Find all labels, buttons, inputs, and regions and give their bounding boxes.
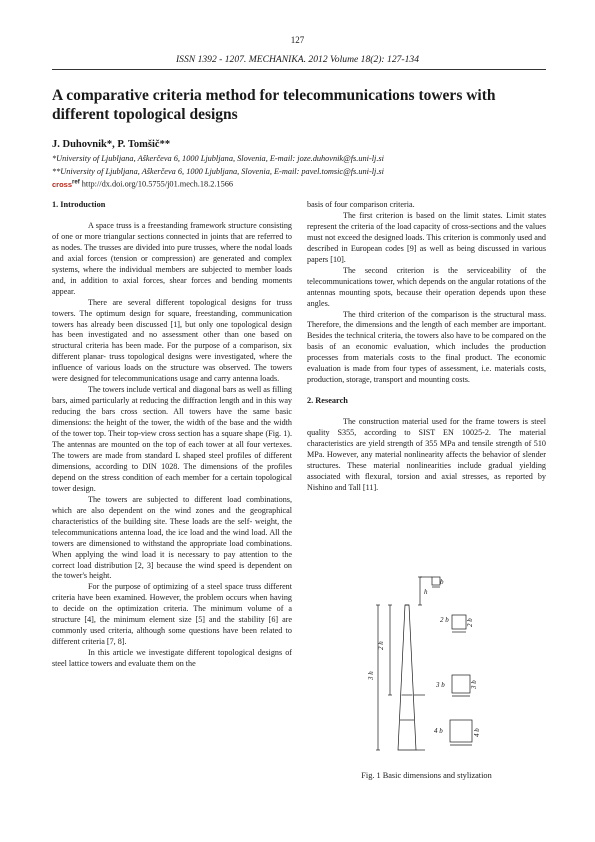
- paragraph-continuation: basis of four comparison criteria.: [307, 200, 415, 209]
- section-2b-square: [452, 615, 466, 629]
- label-b: b: [440, 578, 444, 586]
- paragraph: The construction material used for the frame towers is steel quality S355, according to SIST EN 10025-2. The material characteristics are yield strength of 355 MPa and tensile strength of 510 MPa. However, any material nonlinearity affects the behavior of slender structures. These material nonlinearities include gradual yielding associated with flexural, torsion and axial stresses, as reported by Nishino and Tall [11].: [307, 417, 546, 492]
- section-3b-square: [452, 675, 470, 693]
- doi-link[interactable]: http://dx.doi.org/10.5755/j01.mech.18.2.1566: [81, 179, 234, 189]
- section-1-heading: 1. Introduction: [52, 200, 106, 209]
- paragraph: The second criterion is the serviceability of the telecommunications tower, which depends on the angular rotations of the antennas mounting spots, because their operation depends upon these angles.: [307, 265, 546, 308]
- affiliation-1: *University of Ljubljana, Aškerčeva 6, 1000 Ljubljana, Slovenia, E-mail: joze.duhovnik@fs.uni-lj.si: [52, 154, 384, 163]
- section-4b-square: [450, 720, 472, 742]
- paragraph: A space truss is a freestanding framework structure consisting of one or more triangular sections connected in joints that are referred to as nodes. The trusses are divided into pure trusses, where the nodal loads and axial forces (tension or compression) are generated and complex systems, where the individual members are subjected to member loads and, in addition to axial forces, shear forces and bending moments appear.: [52, 220, 292, 296]
- figure-1-tower-diagram: [367, 575, 490, 760]
- paragraph: The first criterion is based on the limit states. Limit states represent the criteria of the load capacity of cross-sections and the values must not exceed the designed loads. This criterion is commonly used and described in European codes [9] as well as being discussed in various papers [10].: [307, 210, 546, 264]
- label-2h: 2 h: [377, 641, 385, 650]
- paragraph: For the purpose of optimizing of a steel space truss different criteria have been examined. However, the problem occurs when having to decide on the optimization criteria. The minimum volume of a structure [4], the minimum element size [5] and the stability [6] are commonly used criteria, although some questions have been related to different criteria [7, 8].: [52, 582, 292, 647]
- figure-caption: Fig. 1 Basic dimensions and stylization: [361, 771, 492, 780]
- tower-outline: [398, 605, 416, 750]
- label-3b: 3 b: [436, 681, 445, 689]
- section-2-heading: 2. Research: [307, 396, 348, 406]
- label-4b-side: 4 b: [473, 728, 481, 737]
- header-rule: [52, 69, 546, 70]
- affiliation-2: **University of Ljubljana, Aškerčeva 6, 1000 Ljubljana, Slovenia, E-mail: pavel.tomsic@fs.uni-lj.si: [52, 167, 384, 176]
- doi-row: [52, 179, 233, 189]
- authors: J. Duhovnik*, P. Tomšič**: [52, 139, 171, 150]
- paragraph: There are several different topological designs for truss towers. The optimum design for square, freestanding, communication towers has already been discussed [1], but only one topological design has been investigated and no assessment other than one based on structural criteria has been made. For the purpose of a comparison, six different planar- truss topological designs were investigated, where the influence of various loads on the structure was observed. The towers were designed for telecommunications usage and carry antenna loads.: [52, 297, 292, 384]
- paragraph: The towers are subjected to different load combinations, which are also dependent on the wind zones and the geographical characteristics of the building site. These loads are the self- weight, the telecommunications antenna load, the ice load and the wind load. All the towers are dimensioned to withstand the appropriate load combinations. When applying the wind load it is necessary to pay attention to the correct load distribution [2, 3] because the wind speed is dependent on the tower's height.: [52, 494, 292, 581]
- paragraph: The towers include vertical and diagonal bars as well as filling bars, aimed particularly at reducing the diffraction length and in this way reducing the bars cross section. All towers have the same basic dimensions: the height of the tower, the width of the base and the width of the tower top. Their top-view cross section has a square shape (Fig. 1). The antennas are mounted on the top of each tower at all four vertexes. The towers are made from standard L shaped steel profiles of different dimensions, according to DIN 1028. The dimensions of the profiles depend on the stress condition of each member for a certain topological tower design.: [52, 385, 292, 493]
- left-column: [52, 200, 292, 670]
- right-column: [307, 200, 546, 494]
- label-4b: 4 b: [434, 727, 443, 735]
- paragraph: In this article we investigate different topological designs of steel lattice towers and evaluate them on the: [52, 648, 292, 669]
- top-section-square: [432, 577, 440, 585]
- crossref-logo: cross$^{ref}$: [52, 179, 80, 189]
- label-h: h: [424, 588, 428, 596]
- label-2b-side: 2 b: [466, 618, 474, 627]
- label-3h: 3 h: [367, 671, 375, 680]
- page-number: 127: [290, 35, 305, 45]
- article-title: A comparative criteria method for telecommunications towers with different topological designs: [52, 87, 496, 123]
- paragraph: The third criterion of the comparison is the structural mass. Therefore, the dimensions and the length of each member are important. Besides the technical criteria, the towers also have to be compared on the basis of an economic evaluation, which includes the production processes from materials costs to the final product. The economic evaluation is made from four types of assessment, i.e. materials costs, production, storage, transport and mounting costs.: [307, 309, 546, 385]
- label-3b-side: 3 b: [470, 680, 478, 689]
- label-2b: 2 b: [440, 616, 449, 624]
- journal-header: ISSN 1392 - 1207. MECHANIKA. 2012 Volume 18(2): 127-134: [175, 54, 419, 65]
